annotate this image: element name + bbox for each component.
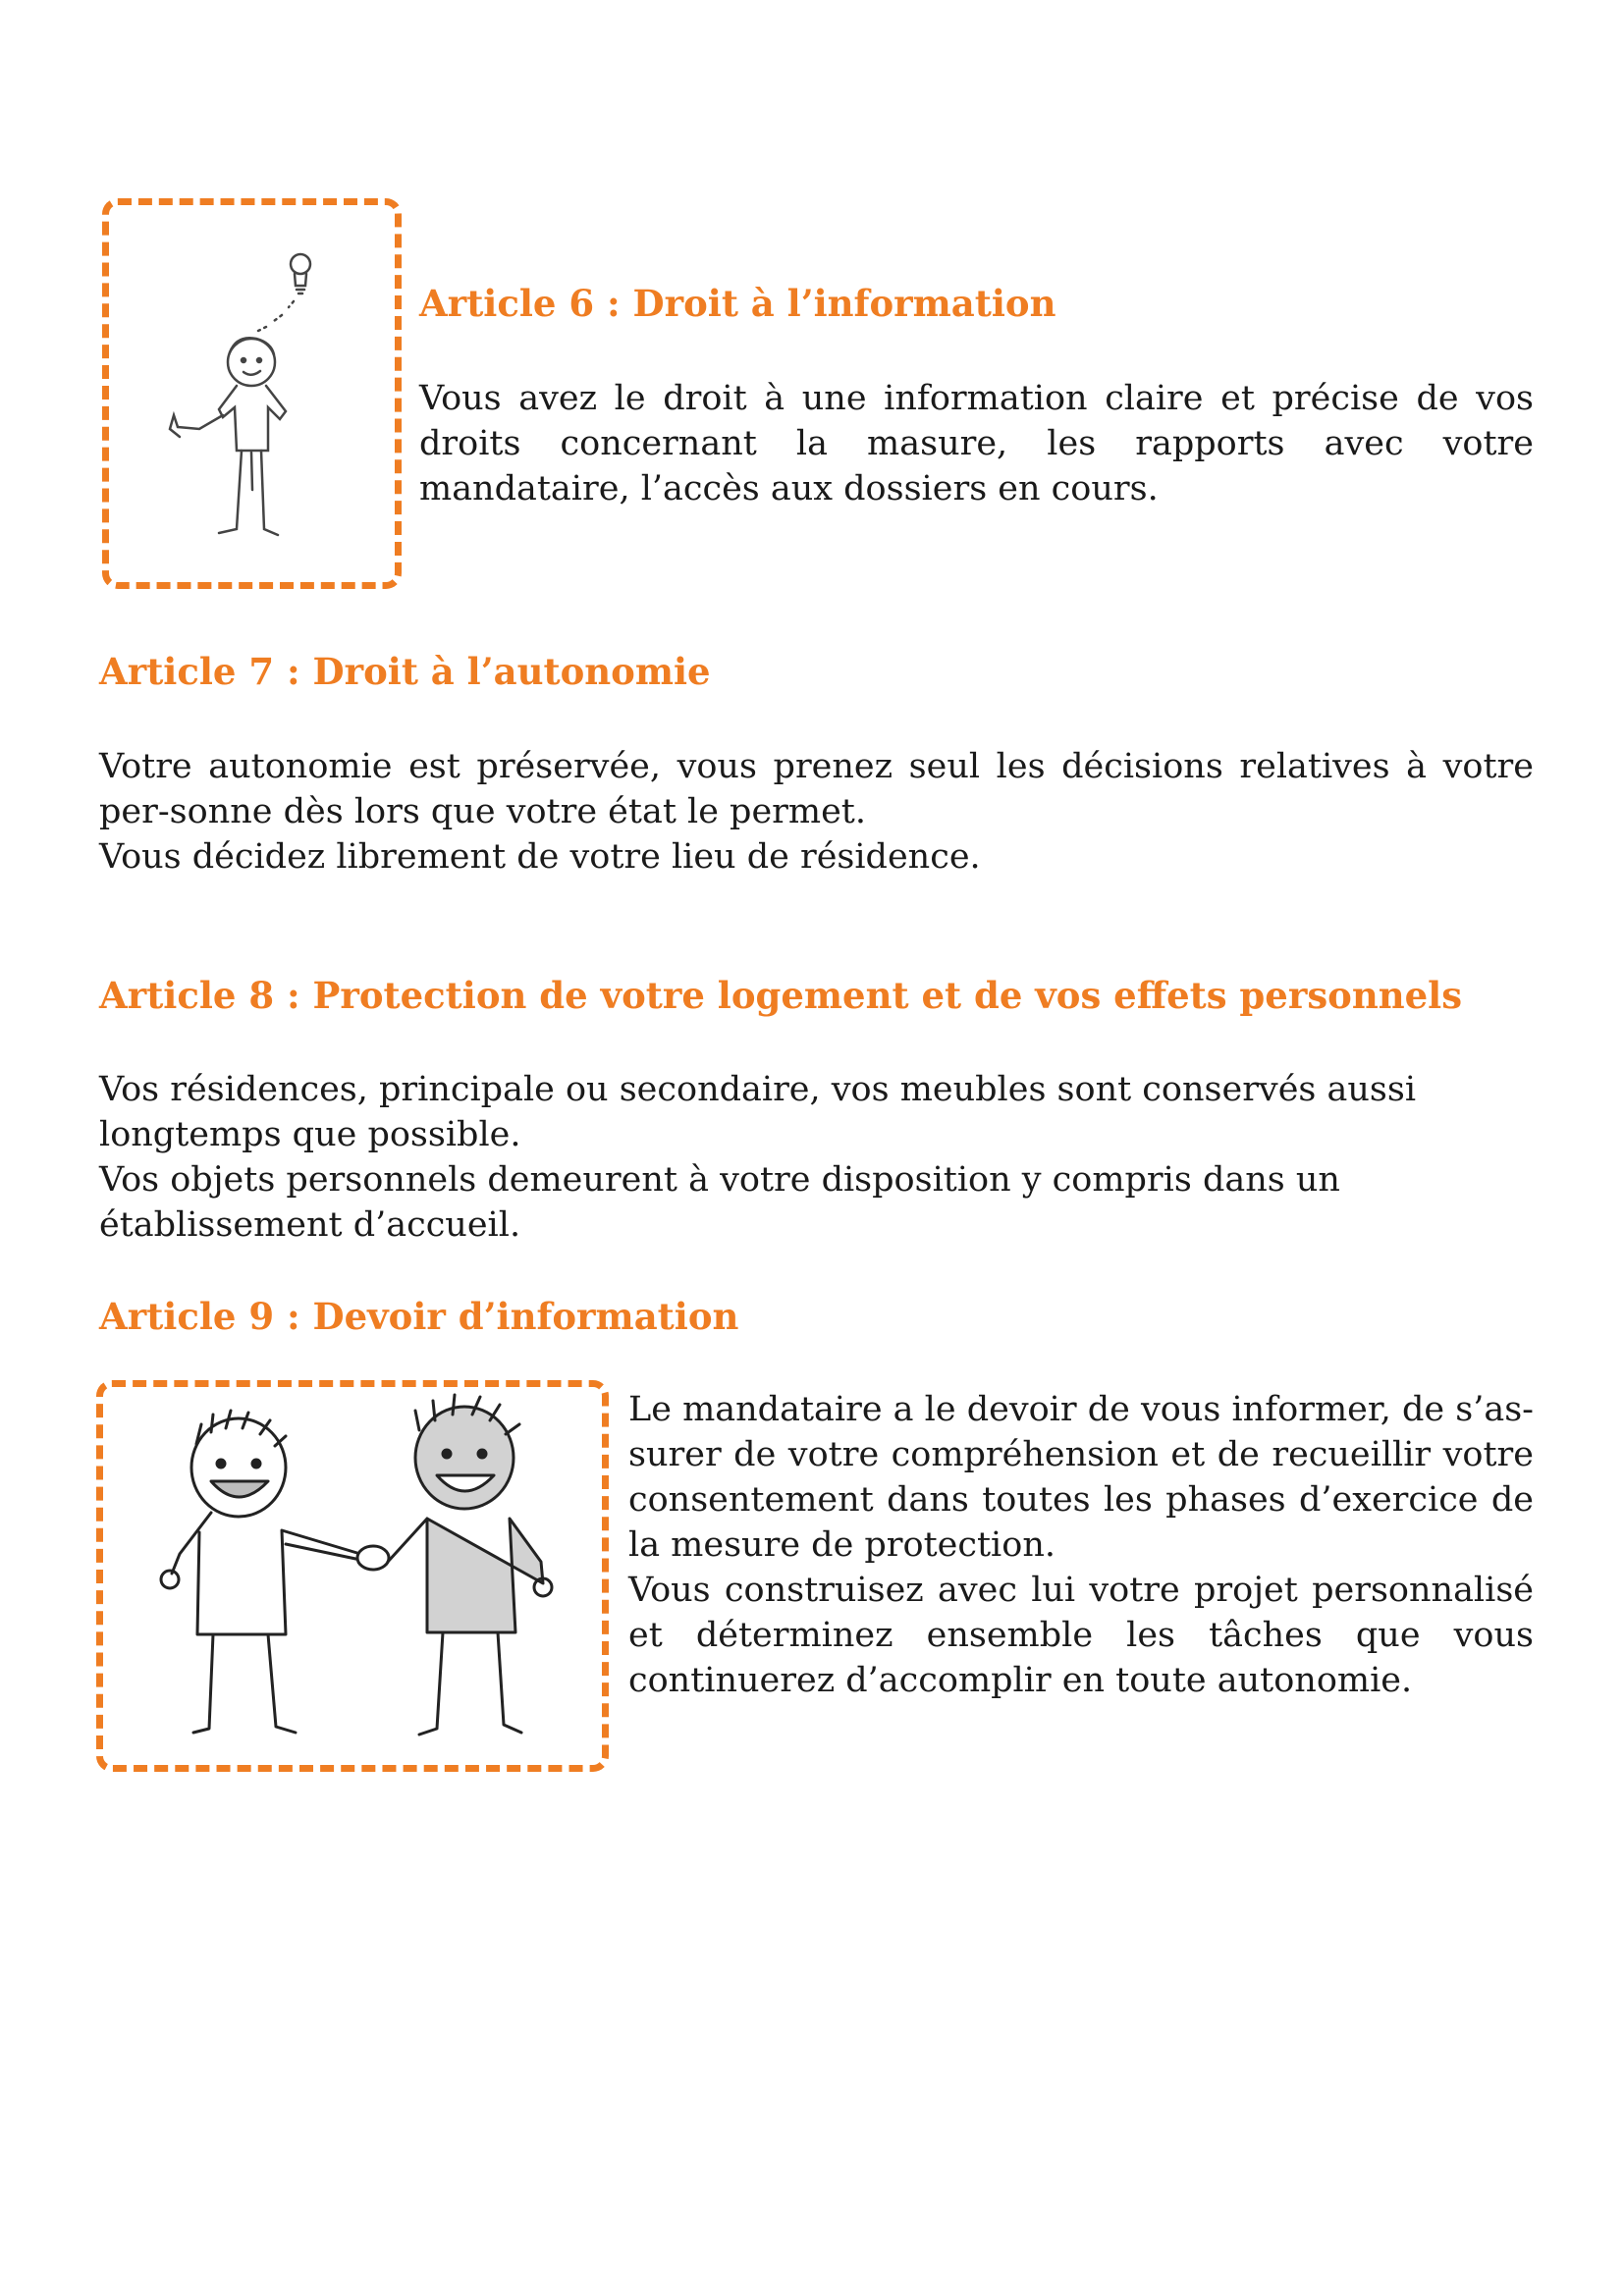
article-8-paragraph-1: Vos résidences, principale ou secondaire, vos meubles sont conservés aussi longtemps que possible. bbox=[99, 1070, 1417, 1154]
illustration-frame-article-6 bbox=[102, 198, 402, 589]
article-7-body bbox=[99, 744, 1534, 880]
article-7-paragraph-2: Vous décidez librement de votre lieu de résidence. bbox=[99, 837, 981, 877]
article-7-paragraph-1: Votre autonomie est préservée, vous prenez seul les décisions relatives à votre per-sonne dès lors que votre état le permet. bbox=[99, 747, 1534, 831]
person-with-idea-illustration bbox=[109, 205, 395, 582]
article-9-paragraph-2: Vous construisez avec lui votre projet personnalisé et déterminez ensemble les tâches que vous continuerez d’accomplir en toute autonomie. bbox=[628, 1571, 1534, 1700]
article-6-title: Article 6 : Droit à l’information bbox=[419, 282, 1056, 325]
article-6-paragraph: Vous avez le droit à une information claire et précise de vos droits concernant la masure, les rapports avec votre mandataire, l’accès aux dossiers en cours. bbox=[419, 379, 1534, 508]
article-9-body bbox=[628, 1387, 1534, 1703]
article-8-title: Article 8 : Protection de votre logement et de vos effets personnels bbox=[99, 974, 1463, 1017]
article-8-paragraph-2: Vos objets personnels demeurent à votre disposition y compris dans un établissement d’accueil. bbox=[99, 1160, 1340, 1245]
article-8-body bbox=[99, 1067, 1534, 1248]
illustration-frame-article-9 bbox=[96, 1380, 609, 1772]
article-9-title: Article 9 : Devoir d’information bbox=[99, 1295, 739, 1338]
article-7-title: Article 7 : Droit à l’autonomie bbox=[99, 650, 711, 693]
handshake-illustration bbox=[103, 1387, 602, 1765]
article-9-paragraph-1: Le mandataire a le devoir de vous informer, de s’as-surer de votre compréhension et de recueillir votre consentement dans toutes les phases d’exercice de la mesure de protection. bbox=[628, 1390, 1534, 1565]
article-6-body bbox=[419, 376, 1534, 511]
